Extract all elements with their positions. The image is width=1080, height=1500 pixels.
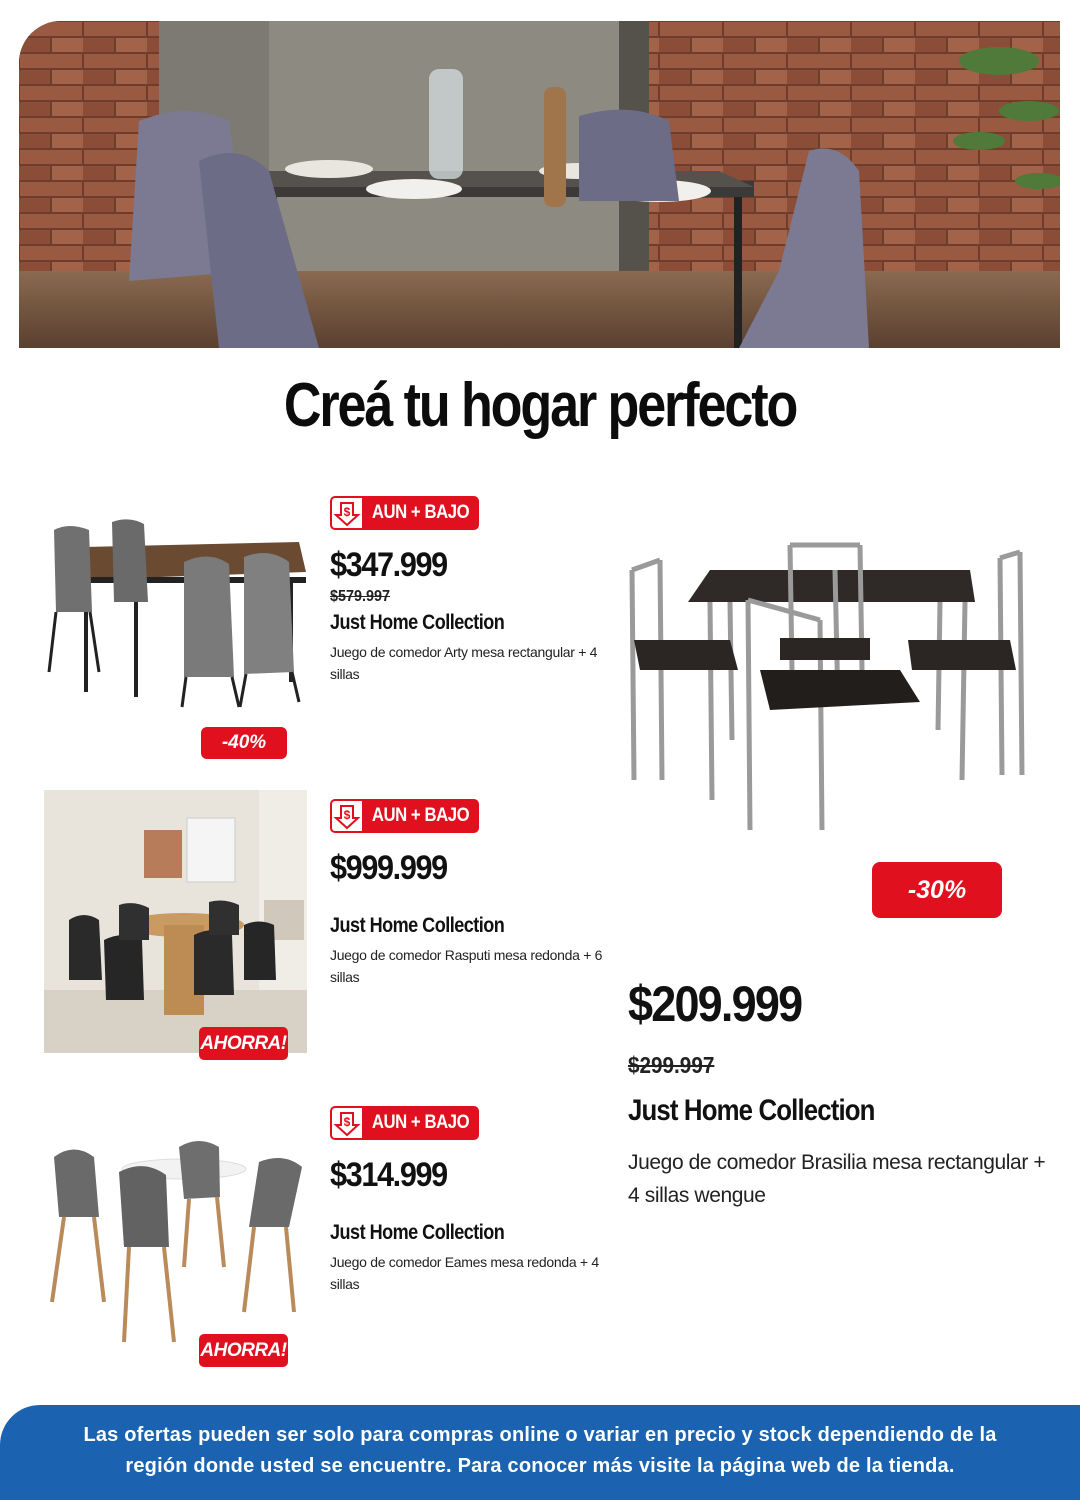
product-description: Juego de comedor Arty mesa rectangular + 4 sillas	[330, 644, 598, 682]
discount-tag: AHORRA!	[199, 1027, 288, 1060]
featured-description: Juego de comedor Brasilia mesa rectangular + 4 sillas wengue	[628, 1151, 1046, 1207]
dollar-down-icon	[332, 801, 362, 831]
svg-text:$: $	[343, 1115, 351, 1129]
dollar-down-icon	[332, 1108, 362, 1138]
product-card[interactable]	[0, 1097, 620, 1387]
hero-image	[19, 21, 1060, 348]
product-image[interactable]	[44, 502, 307, 765]
svg-text:$: $	[343, 808, 351, 822]
featured-old-price: $299.997	[628, 1052, 715, 1078]
product-price: $999.999	[330, 849, 447, 887]
disclaimer-text: Las ofertas pueden ser solo para compras online o variar en precio y stock dependiendo de la región donde usted se encuentre. Para conocer más visite la página web de la tienda.	[83, 1424, 997, 1477]
badge-aun-mas-bajo	[330, 496, 479, 530]
product-image[interactable]	[44, 790, 307, 1053]
page-title: Creá tu hogar perfecto	[283, 371, 797, 440]
product-price: $347.999	[330, 546, 447, 584]
product-card[interactable]	[0, 490, 620, 780]
featured-price: $209.999	[628, 976, 802, 1032]
product-price: $314.999	[330, 1156, 447, 1194]
badge-label: AUN + BAJO	[371, 1112, 470, 1133]
badge-aun-mas-bajo	[330, 799, 479, 833]
product-old-price: $579.997	[330, 588, 391, 605]
product-description: Juego de comedor Eames mesa redonda + 4 sillas	[330, 1254, 599, 1292]
dollar-down-icon	[332, 498, 362, 528]
discount-tag: AHORRA!	[199, 1334, 288, 1367]
badge-aun-mas-bajo	[330, 1106, 479, 1140]
disclaimer-footer	[0, 1405, 1080, 1500]
svg-text:$: $	[343, 505, 351, 519]
featured-product-image[interactable]	[620, 530, 1040, 840]
product-description: Juego de comedor Rasputi mesa redonda + 6 sillas	[330, 947, 603, 985]
badge-label: AUN + BAJO	[371, 502, 470, 523]
discount-tag: -40%	[201, 727, 287, 759]
product-brand: Just Home Collection	[330, 611, 505, 634]
badge-label: AUN + BAJO	[371, 805, 470, 826]
product-card[interactable]	[0, 790, 620, 1080]
featured-brand: Just Home Collection	[628, 1094, 875, 1127]
product-brand: Just Home Collection	[330, 1221, 505, 1244]
discount-tag: -30%	[872, 862, 1002, 918]
product-brand: Just Home Collection	[330, 914, 505, 937]
